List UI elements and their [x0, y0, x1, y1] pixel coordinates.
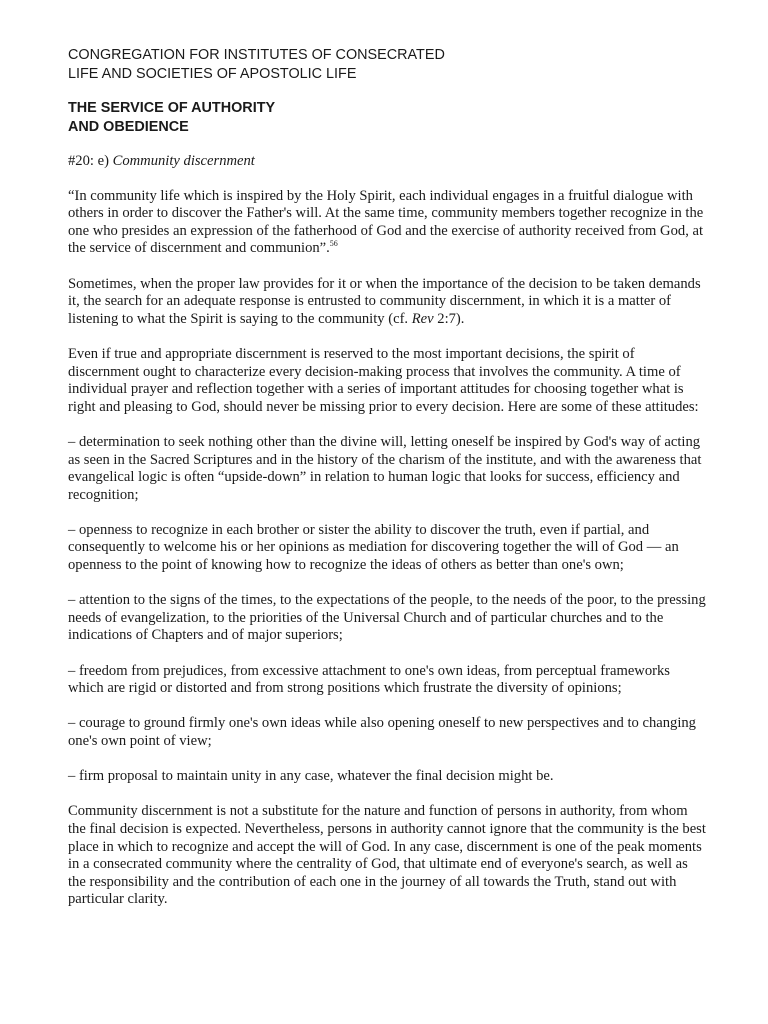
paragraph-quote-text: “In community life which is inspired by the Holy Spirit, each individual engages in a fruitful dialogue with others in order to discover the Father's will. At the same time, community members together recognize in the one who presides an expression of the fatherhood of God and the exercise of authority received from God, at the service of discernment and communion”. — [68, 187, 704, 257]
section-heading — [68, 153, 708, 171]
paragraph-quote — [68, 188, 708, 258]
document-header — [68, 46, 708, 83]
header-line-2: LIFE AND SOCIETIES OF APOSTOLIC LIFE — [68, 65, 357, 82]
title-line-1: THE SERVICE OF AUTHORITY — [68, 100, 276, 116]
footnote-marker: 56 — [329, 239, 338, 249]
paragraph-2-text: Sometimes, when the proper law provides for it or when the importance of the decision to be taken demands it, the search for an adequate response is entrusted to community discernment, in which it is a matter of listening to what the Spirit is saying to the community (cf. — [68, 275, 701, 327]
paragraph-closing: Community discernment is not a substitute for the nature and function of persons in authority, from whom the final decision is expected. Nevertheless, persons in authority cannot ignore that the community is the best place in which to recognize and accept the will of God. In any case, discernment is one of the peak moments in a consecrated community where the centrality of God, that ultimate end of everyone's search, as well as the responsibility and the contribution of each one in the journey of all towards the Truth, stand out with particular clarity. — [68, 803, 706, 908]
list-item-attitude: – openness to recognize in each brother or sister the ability to discover the truth, even if partial, and consequently to welcome his or her opinions as mediation for discovering together the will of God — an openness to the point of knowing how to recognize the ideas of others as better than one's own; — [68, 521, 679, 574]
title-line-2: AND OBEDIENCE — [68, 118, 189, 135]
paragraph-2-text-end: 2:7). — [437, 310, 465, 327]
header-line-1: CONGREGATION FOR INSTITUTES OF CONSECRATED — [68, 47, 445, 63]
document-page — [68, 46, 708, 909]
list-item-attitude: – firm proposal to maintain unity in any case, whatever the final decision might be. — [68, 768, 554, 785]
section-name: Community discernment — [112, 153, 255, 169]
paragraph-discernment-context — [68, 276, 708, 329]
list-item-attitude: – freedom from prejudices, from excessive attachment to one's own ideas, from perceptual frameworks which are rigid or distorted and from strong positions which frustrate the diversity of opinions; — [68, 662, 670, 697]
section-number: #20: e) — [68, 153, 109, 169]
document-title — [68, 99, 708, 136]
list-item-attitude: – courage to ground firmly one's own ideas while also opening oneself to new perspectives and to changing one's own point of view; — [68, 715, 696, 749]
list-item-attitude: – determination to seek nothing other than the divine will, letting oneself be inspired by God's way of acting as seen in the Sacred Scriptures and in the history of the charism of the institute, and with the awareness that evangelical logic is often “upside-down” in relation to human logic that looks for success, efficiency and recognition; — [68, 433, 702, 503]
list-item-attitude: – attention to the signs of the times, to the expectations of the people, to the needs of the poor, to the pressing needs of evangelization, to the priorities of the Universal Church and of particular churches and to the indications of Chapters and of major superiors; — [68, 592, 706, 644]
scripture-reference: Rev — [411, 310, 434, 327]
paragraph-attitudes-intro: Even if true and appropriate discernment is reserved to the most important decisions, the spirit of discernment ought to characterize every decision-making process that involves the community. A time of individual prayer and reflection together with a series of important attitudes for choosing together what is right and pleasing to God, should never be missing prior to every decision. Here are some of these attitudes: — [68, 345, 699, 415]
